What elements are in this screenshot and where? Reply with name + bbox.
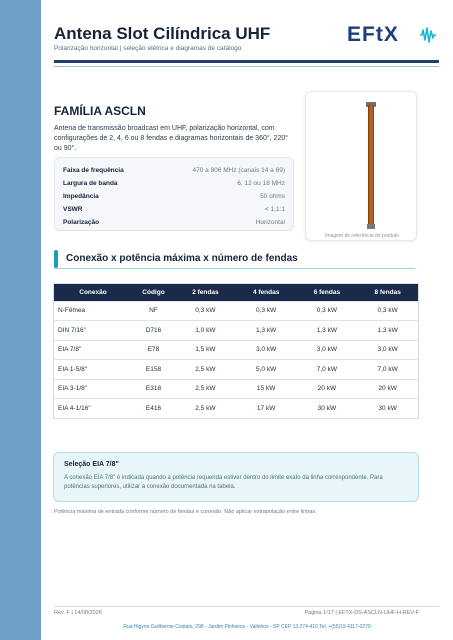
logo-text: EFtX [347, 23, 399, 46]
table-cell: 0,3 kW [357, 301, 418, 321]
left-accent-bar [0, 0, 41, 640]
spec-row [63, 177, 285, 190]
table-cell: E416 [132, 399, 175, 419]
section-divider [54, 268, 415, 269]
spec-row [63, 203, 285, 216]
table-cell: 0,3 kW [297, 301, 358, 321]
section-title: Conexão x potência máxima x número de fendas [66, 253, 298, 264]
table-cell: E318 [132, 379, 175, 399]
footer-page-info: Página 1/17 | EFTX-DS-ASCLN-UHF-H-REV-F [304, 610, 419, 616]
table-header-row [54, 284, 418, 301]
table-cell: 0,3 kW [236, 301, 297, 321]
table-row [54, 301, 418, 321]
table-cell: 2,5 kW [175, 379, 236, 399]
column-header: Conexão [54, 284, 132, 301]
table-cell: 17 kW [236, 399, 297, 419]
specs-card [54, 157, 294, 231]
table-cell: EIA 1-5/8" [54, 360, 132, 380]
header-divider [54, 60, 439, 63]
spec-label: VSWR [63, 206, 83, 213]
table-cell: 30 kW [357, 399, 418, 419]
table-row [54, 379, 418, 399]
spec-label: Largura de banda [63, 180, 118, 187]
spec-value: 470 a 806 MHz (canais 14 a 69) [192, 167, 285, 174]
spec-value: Horizontal [255, 219, 285, 226]
table-cell: 1,3 kW [236, 321, 297, 341]
spec-value: < 1,1:1 [264, 206, 285, 213]
table-cell: 7,0 kW [357, 360, 418, 380]
spec-row [63, 190, 285, 203]
note-title: Seleção EIA 7/8" [64, 461, 119, 468]
table-cell: 0,3 kW [175, 301, 236, 321]
column-header: 8 fendas [357, 284, 418, 301]
table-cell: N-Fêmea [54, 301, 132, 321]
antenna-base [367, 224, 375, 229]
document-subtitle: Polarização horizontal | seleção elétrica e diagramas de catálogo [54, 45, 242, 52]
footer-divider [54, 606, 439, 607]
table-cell: 20 kW [297, 379, 358, 399]
datasheet-page [41, 0, 453, 640]
table-cell: 1,0 kW [175, 321, 236, 341]
table-cell: DIN 7/16" [54, 321, 132, 341]
table-cell: 30 kW [297, 399, 358, 419]
table-cell: EIA 4-1/16" [54, 399, 132, 419]
table-row [54, 340, 418, 360]
eftx-logo [347, 22, 437, 48]
column-header: 2 fendas [175, 284, 236, 301]
spec-label: Polarização [63, 219, 100, 226]
footer-revision: Rev. F | 14/08/2026 [54, 610, 102, 616]
table-cell: NF [132, 301, 175, 321]
section-accent [54, 250, 58, 268]
table-cell: 1,3 kW [297, 321, 358, 341]
table-row [54, 399, 418, 419]
selection-note [53, 452, 419, 502]
table-cell: 15 kW [236, 379, 297, 399]
spec-label: Impedância [63, 193, 99, 200]
table-cell: 3,0 kW [297, 340, 358, 360]
table-cell: 1,5 kW [175, 340, 236, 360]
spec-label: Faixa de frequência [63, 167, 124, 174]
table-row [54, 360, 418, 380]
table-cell: 20 kW [357, 379, 418, 399]
family-title: FAMÍLIA ASCLN [54, 104, 146, 118]
table-cell: E78 [132, 340, 175, 360]
table-cell: EIA 7/8" [54, 340, 132, 360]
spec-value: 50 ohms [260, 193, 285, 200]
table-cell: 5,0 kW [236, 360, 297, 380]
document-title: Antena Slot Cilíndrica UHF [54, 24, 271, 43]
spec-row [63, 164, 285, 177]
power-table [53, 283, 419, 419]
table-cell: 2,5 kW [175, 399, 236, 419]
note-text: A conexão EIA 7/8" é indicada quando a potência requerida estiver dentro do limite exato da linha correspondente. Para potências superiores, utilizar a conexão documentada na tabela. [64, 475, 383, 490]
table-cell: 2,5 kW [175, 360, 236, 380]
photo-caption: Imagem de referência do produto [325, 233, 399, 239]
table-cell: 7,0 kW [297, 360, 358, 380]
footer-address: Rua Higyno Guilherme Costato, 298 - Jardim Pinheiros - Valinhos - SP CEP 13.274-410 Tel: +(55)19 4117-0270 [123, 624, 371, 630]
table-cell: E158 [132, 360, 175, 380]
family-description: Antena de transmissão broadcast em UHF, polarização horizontal, com configurações de 2, 4, 6 ou 8 fendas e diagramas horizontais de 360°, 220° ou 90°. [54, 125, 289, 152]
spec-value: 6, 12 ou 18 MHz [237, 180, 285, 187]
header-divider-light [54, 66, 439, 67]
spec-row [63, 216, 285, 229]
product-photo-card [305, 91, 417, 241]
table-cell: 3,0 kW [236, 340, 297, 360]
antenna-image [368, 105, 374, 226]
table-footnote: Potência máxima de entrada conforme número de fendas e conexão. Não aplicar extrapolação entre linhas. [54, 509, 317, 515]
column-header: 4 fendas [236, 284, 297, 301]
table-row [54, 321, 418, 341]
column-header: Código [132, 284, 175, 301]
column-header: 6 fendas [297, 284, 358, 301]
signal-wave-icon [419, 26, 437, 44]
table-cell: EIA 3-1/8" [54, 379, 132, 399]
table-cell: 3,0 kW [357, 340, 418, 360]
table-cell: 1,3 kW [357, 321, 418, 341]
table-cell: D716 [132, 321, 175, 341]
